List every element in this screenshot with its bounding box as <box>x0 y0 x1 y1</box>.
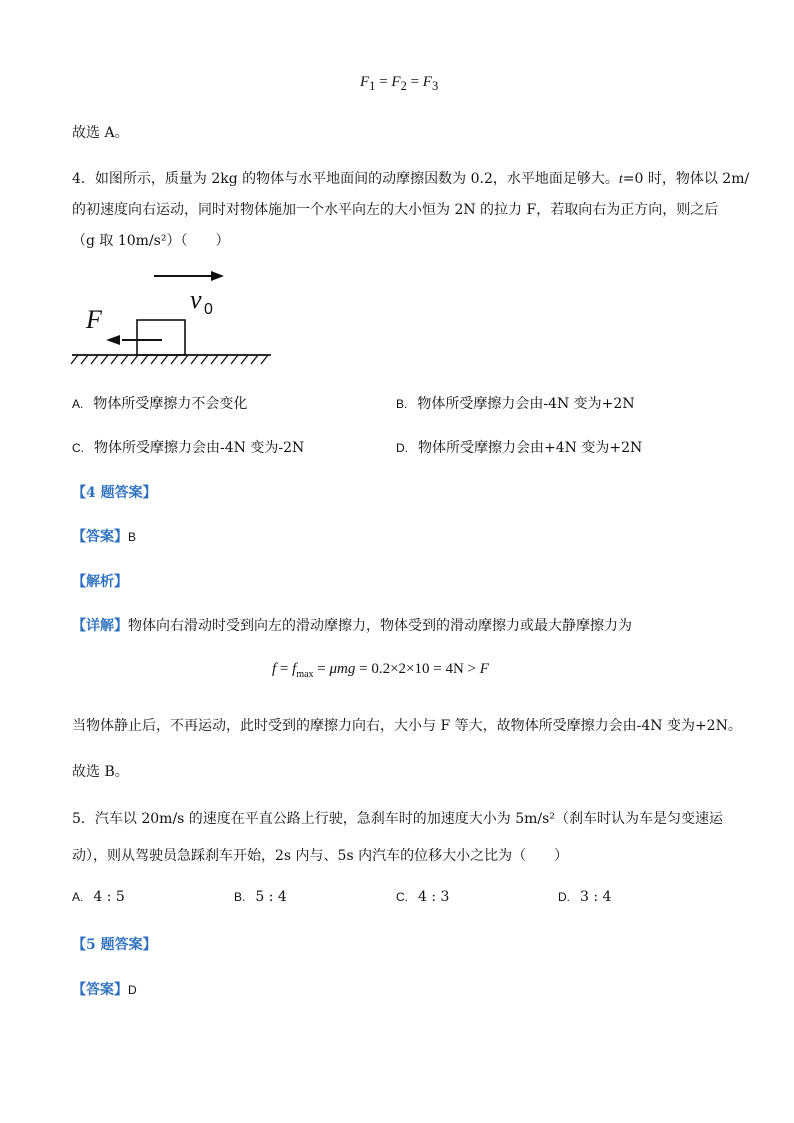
option-text: 物体所受摩擦力不会变化 <box>93 396 248 412</box>
force-label: F <box>86 305 102 334</box>
formula-subscript: max <box>296 669 314 680</box>
force-arrowhead <box>106 335 120 345</box>
formula-symbol: f <box>272 661 277 677</box>
velocity-arrowhead <box>211 271 224 281</box>
option-letter: D. <box>558 890 570 904</box>
option-letter: B. <box>234 890 246 904</box>
formula-subscript: 1 <box>369 79 376 93</box>
q4-option-c[interactable] <box>72 437 304 457</box>
q4-stem-variable: t <box>618 172 623 187</box>
formula-operator: = <box>276 661 293 677</box>
q4-answer-line <box>72 526 136 546</box>
option-letter: D. <box>396 441 408 455</box>
detail-text: 物体向右滑动时受到向左的滑动摩擦力，物体受到的滑动摩擦力或最大静摩擦力为 <box>128 618 632 634</box>
answer-tag: 【答案】 <box>72 982 128 998</box>
q4-stem-line2: 的初速度向右运动，同时对物体施加一个水平向左的大小恒为 2N 的拉力 F，若取向右为正方向，则之后 <box>72 202 719 218</box>
q5-answer-line <box>72 979 137 999</box>
prev-conclusion: 故选 A。 <box>72 125 129 141</box>
option-text: 物体所受摩擦力会由-4N 变为+2N <box>417 396 635 412</box>
option-letter: C. <box>396 890 408 904</box>
answer-value: B <box>128 530 137 544</box>
option-text: 物体所受摩擦力会由-4N 变为-2N <box>94 440 305 456</box>
q4-option-b[interactable] <box>396 393 635 413</box>
q4-option-a[interactable] <box>72 393 247 413</box>
option-letter: B. <box>396 397 408 411</box>
q5-option-d[interactable] <box>558 889 611 905</box>
q5-stem-line2: 动），则从驾驶员急踩刹车开始，2s 内与、5s 内汽车的位移大小之比为（ ） <box>72 848 569 864</box>
q4-stem-line3: （g 取 10m/s²）（ ） <box>72 233 230 249</box>
q4-detail-line <box>72 615 632 635</box>
formula-operator: = <box>313 661 330 677</box>
formula-symbol: F <box>360 74 370 90</box>
formula-expression: = 0.2×2×10 = 4N > <box>355 661 480 677</box>
q5-option-a[interactable] <box>72 889 125 905</box>
q4-after-text: 当物体静止后，不再运动，此时受到的摩擦力向右，大小与 F 等大，故物体所受摩擦力会由-4N 变为+2N。 <box>72 718 742 734</box>
q4-option-d[interactable] <box>396 437 642 457</box>
q5-option-b[interactable] <box>234 889 287 905</box>
detail-tag: 【详解】 <box>72 618 128 634</box>
formula-operator: = <box>375 74 392 90</box>
formula-symbol: F <box>479 661 489 677</box>
formula-symbol: μmg <box>329 661 356 677</box>
prev-formula <box>360 74 438 94</box>
q4-analysis-header: 【解析】 <box>72 574 128 590</box>
ground-hatching <box>71 355 268 364</box>
q4-stem-line1 <box>72 168 749 188</box>
formula-operator: = <box>406 74 423 90</box>
answer-tag: 【答案】 <box>72 529 128 545</box>
velocity-label: v <box>190 285 202 314</box>
q5-answer-header: 【5 题答案】 <box>72 937 157 953</box>
q4-stem-text: 4．如图所示，质量为 2kg 的物体与水平地面间的动摩擦因数为 0.2，水平地面足够大。 <box>72 171 619 187</box>
option-text: 物体所受摩擦力会由+4N 变为+2N <box>418 440 643 456</box>
option-text: 4 : 5 <box>93 889 125 905</box>
q5-option-c[interactable] <box>396 889 449 905</box>
q4-stem-text: =0 时，物体以 2m/ <box>622 171 750 187</box>
formula-subscript: 3 <box>431 79 439 93</box>
option-letter: A. <box>72 397 84 411</box>
q4-conclusion: 故选 B。 <box>72 764 129 780</box>
option-text: 4 : 3 <box>418 889 450 905</box>
formula-symbol: f <box>292 661 297 677</box>
option-text: 5 : 4 <box>255 889 287 905</box>
q5-stem-line1: 5．汽车以 20m/s 的速度在平直公路上行驶，急刹车时的加速度大小为 5m/s²（刹车时认为车是匀变速运 <box>72 811 723 827</box>
formula-subscript: 2 <box>400 79 407 93</box>
answer-value: D <box>128 983 137 997</box>
q4-friction-formula <box>272 661 489 680</box>
velocity-subscript: 0 <box>204 301 213 318</box>
formula-symbol: F <box>422 74 432 90</box>
option-text: 3 : 4 <box>580 889 612 905</box>
q4-figure <box>66 262 276 374</box>
q4-answer-header: 【4 题答案】 <box>72 485 157 501</box>
formula-symbol: F <box>391 74 401 90</box>
block <box>137 320 185 355</box>
option-letter: A. <box>72 890 84 904</box>
option-letter: C. <box>72 441 84 455</box>
